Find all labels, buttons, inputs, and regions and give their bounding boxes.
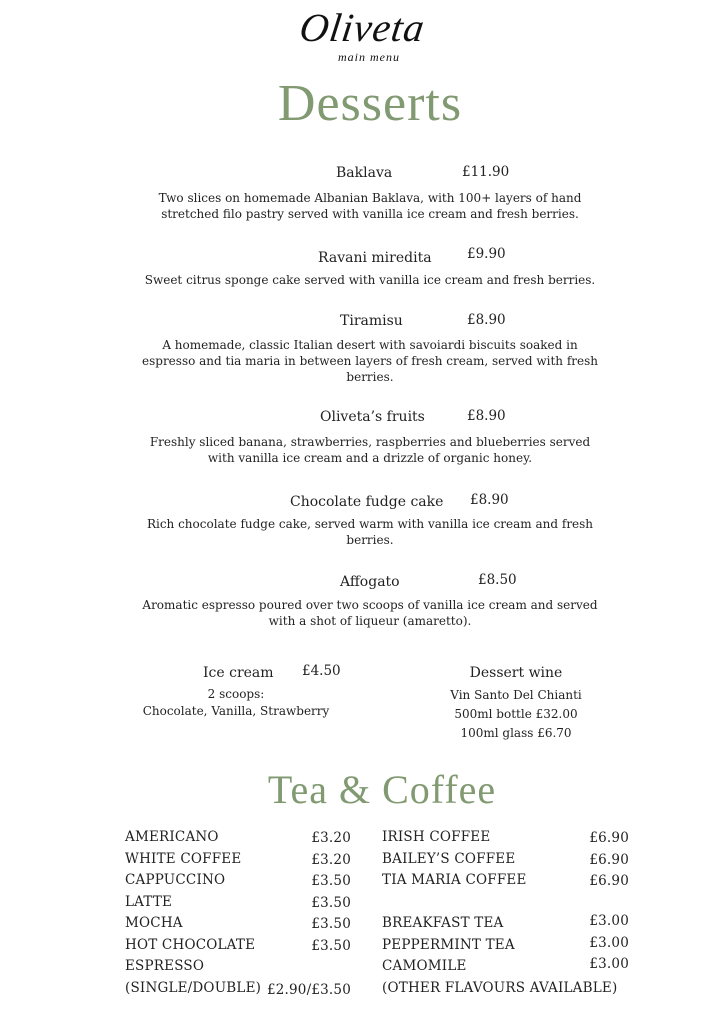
desc-line: Freshly sliced banana, strawberries, raspberries and blueberries served [149, 435, 591, 449]
dessert-description [0, 337, 724, 385]
desc-line: espresso and tia maria in between layers of fresh cream, served with fresh [142, 354, 598, 368]
drink-name: CAMOMILE [382, 958, 467, 974]
detail-line: Chocolate, Vanilla, Strawberry [142, 704, 330, 718]
tea-coffee-heading: Tea & Coffee [267, 767, 497, 812]
dessert-description [0, 434, 724, 466]
drink-price: £6.90 [589, 830, 629, 846]
ice-cream-details [126, 686, 346, 720]
logo-name: Oliveta [296, 5, 428, 50]
logo-subtitle: main menu [338, 50, 400, 64]
drink-price: £3.00 [589, 913, 629, 929]
drink-name: HOT CHOCOLATE [125, 937, 256, 953]
drink-price: £3.00 [589, 956, 629, 972]
detail-line: 2 scoops: [207, 687, 265, 701]
drink-price: £3.50 [311, 916, 351, 932]
desc-line: Aromatic espresso poured over two scoops of vanilla ice cream and served [142, 598, 598, 612]
drink-price: £3.50 [311, 873, 351, 889]
ice-cream-name: Ice cream [203, 665, 274, 681]
desc-line: Two slices on homemade Albanian Baklava, with 100+ layers of hand [158, 191, 582, 205]
desc-line: A homemade, classic Italian desert with savoiardi biscuits soaked in [162, 338, 578, 352]
dessert-price: £11.90 [462, 164, 510, 180]
drink-name: CAPPUCCINO [125, 872, 226, 888]
drink-name: (OTHER FLAVOURS AVAILABLE) [382, 980, 618, 996]
drink-name: WHITE COFFEE [125, 851, 242, 867]
desc-line: stretched filo pastry served with vanilla ice cream and fresh berries. [161, 207, 579, 221]
drink-name: ESPRESSO [125, 958, 205, 974]
drink-price: £3.20 [311, 852, 351, 868]
drink-price: £3.20 [311, 830, 351, 846]
drink-price: £6.90 [589, 873, 629, 889]
drink-name: (SINGLE/DOUBLE) [125, 980, 262, 996]
desc-line: with a shot of liqueur (amaretto). [268, 614, 472, 628]
dessert-name: Chocolate fudge cake [290, 494, 444, 510]
drink-name: AMERICANO [125, 829, 219, 845]
drink-price: £3.00 [589, 935, 629, 951]
ice-cream-price: £4.50 [302, 663, 341, 679]
drink-name: IRISH COFFEE [382, 829, 491, 845]
dessert-description [0, 597, 724, 629]
detail-line: 500ml bottle £32.00 [454, 707, 578, 721]
desc-line: Sweet citrus sponge cake served with vanilla ice cream and fresh berries. [144, 273, 596, 287]
detail-line: Vin Santo Del Chianti [450, 688, 582, 702]
detail-line: 100ml glass £6.70 [460, 726, 572, 740]
desc-line: with vanilla ice cream and a drizzle of organic honey. [207, 451, 533, 465]
dessert-description [0, 272, 724, 288]
drink-price: £3.50 [311, 895, 351, 911]
dessert-price: £8.90 [467, 312, 506, 328]
drink-name: BAILEY’S COFFEE [382, 851, 516, 867]
dessert-price: £8.90 [470, 492, 509, 508]
dessert-description [0, 516, 724, 548]
dessert-wine-name: Dessert wine [469, 665, 563, 681]
dessert-description [0, 190, 724, 222]
desc-line: berries. [346, 533, 394, 547]
desc-line: Rich chocolate fudge cake, served warm with vanilla ice cream and fresh [146, 517, 594, 531]
dessert-price: £8.90 [467, 408, 506, 424]
drink-name: MOCHA [125, 915, 183, 931]
dessert-name: Oliveta’s fruits [320, 409, 425, 425]
drink-price: £6.90 [589, 852, 629, 868]
dessert-name: Affogato [340, 574, 400, 590]
dessert-price: £8.50 [478, 572, 517, 588]
dessert-name: Tiramisu [340, 313, 403, 329]
dessert-name: Baklava [336, 165, 393, 181]
dessert-wine-details [416, 686, 616, 743]
drink-name: LATTE [125, 894, 173, 910]
drink-name: BREAKFAST TEA [382, 915, 504, 931]
logo [0, 6, 724, 50]
dessert-name: Ravani miredita [318, 250, 432, 266]
drink-price: £3.50 [311, 938, 351, 954]
dessert-price: £9.90 [467, 246, 506, 262]
drink-name: TIA MARIA COFFEE [382, 872, 527, 888]
drink-name: PEPPERMINT TEA [382, 937, 515, 953]
desserts-heading: Desserts [277, 75, 463, 132]
drink-price: £2.90/£3.50 [266, 982, 351, 998]
desc-line: berries. [346, 370, 394, 384]
